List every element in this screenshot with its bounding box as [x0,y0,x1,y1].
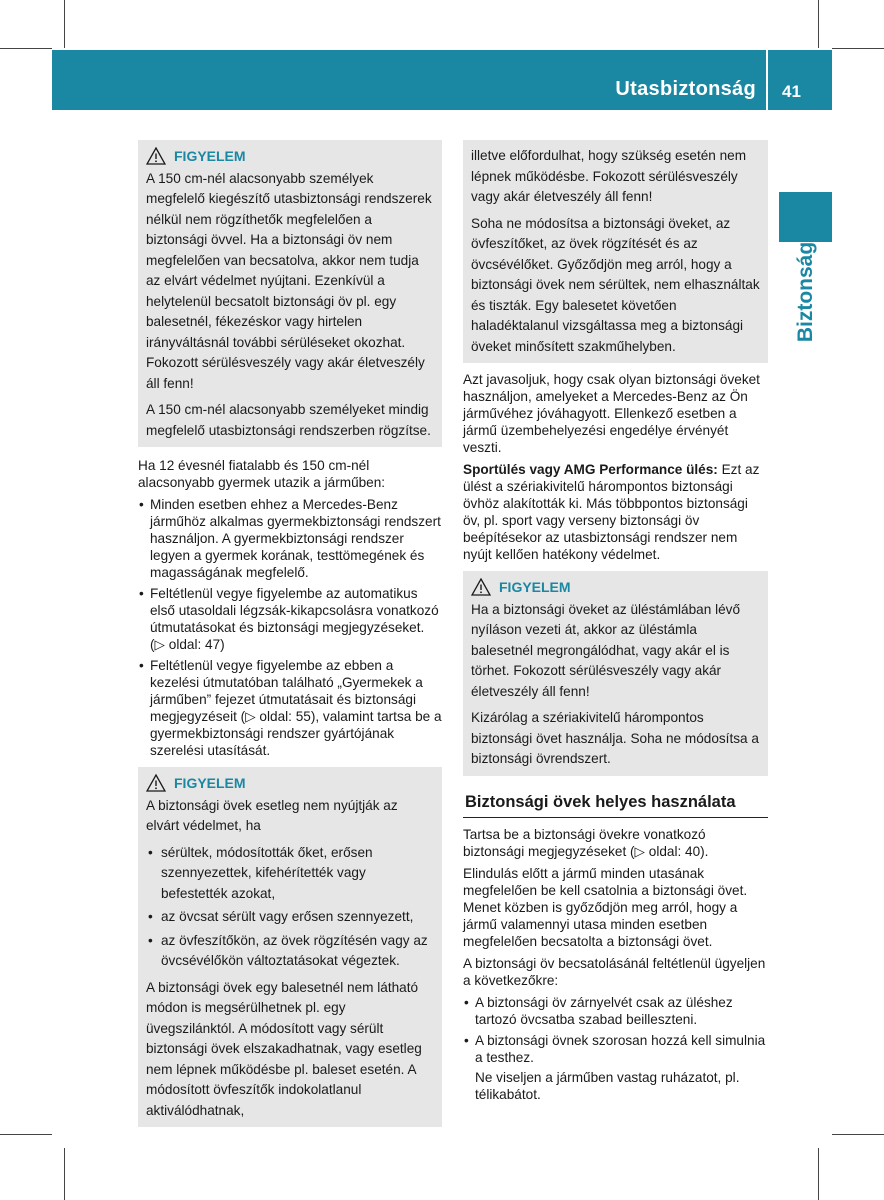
warning-text: A biztonsági övek esetleg nem nyújtják az elvárt védelmet, ha [146,797,398,833]
crop-mark [64,0,65,48]
paragraph-lead: Sportülés vagy AMG Performance ülés: [463,462,718,477]
list-item: • Minden esetben ehhez a Mercedes-Benz járműhöz alkalmas gyermekbiztonsági rendszert használjon. A gyermekbiztonsági rendszer legyen a gyermek korának, testtömegének és magasságának megfelelő. [138,496,442,581]
warning-bullet-list [146,843,434,972]
page-number: 41 [782,82,801,101]
bullet-list [463,994,768,1103]
section-heading: Biztonsági övek helyes használata [463,790,768,818]
crop-mark [832,1134,884,1135]
chapter-title: Utasbiztonság [615,78,756,100]
paragraph [463,461,768,563]
warning-text: illetve előfordulhat, hogy szükség esetén nem lépnek működésbe. Fokozott sérülésveszély vagy akár életveszély áll fenn! [471,148,747,204]
list-item: • az övcsat sérült vagy erősen szennyezett, [146,907,434,928]
crop-mark [0,1134,52,1135]
warning-box [138,140,442,447]
list-item-note: Ne viseljen a járműben vastag ruházatot, pl. télikabátot. [475,1069,740,1102]
warning-text: A 150 cm-nél alacsonyabb személyeket mindig megfelelő utasbiztonsági rendszerben rögzítse. [146,402,431,438]
paragraph: A biztonsági öv becsatolásánál feltétlenül ügyeljen a következőkre: [463,955,766,988]
list-item: • Feltétlenül vegye figyelembe az ebben a kezelési útmutatóban található „Gyermekek a járműben” fejezet útmutatásait és biztonsági megjegyzéseit (▷ oldal: 55), valamint tartsa be a gyermekbiztonsági rendszer gyártójának szerelési utasítását. [138,657,442,759]
warning-box [463,571,768,776]
crop-mark [818,0,819,48]
list-item: • A biztonsági öv zárnyelvét csak az üléshez tartozó övcsatba szabad beilleszteni. [463,994,768,1028]
warning-box [138,767,442,1127]
list-item-text: A biztonsági övnek szorosan hozzá kell simulnia a testhez. [475,1032,766,1065]
list-item: • sérültek, módosították őket, erősen szennyezettek, kifehérítették vagy befestették azokat, [146,843,434,905]
right-column [463,140,768,1107]
list-item: • az övfeszítőkön, az övek rögzítésén vagy az övcsévélőkön változtatásokat végeztek. [146,931,434,972]
warning-title: FIGYELEM [174,148,246,164]
warning-triangle-icon [471,578,491,596]
intro-paragraph: Ha 12 évesnél fiatalabb és 150 cm-nél alacsonyabb gyermek utazik a járműben: [138,458,386,490]
crop-mark [0,48,52,49]
page-header [52,50,832,110]
list-item [463,1032,768,1103]
header-divider [766,50,768,110]
paragraph-text: Ezt az ülést a szériakivitelű hárompontos biztonsági övhöz alakították ki. Más többpontos biztonsági öv, pl. sport vagy verseny biztonsági öv beépítésekor az utasbiztonsági rendszer nem nyújt kellően hatékony védelmet. [463,462,760,562]
crop-mark [832,48,884,49]
crop-mark [64,1148,65,1200]
warning-text: A 150 cm-nél alacsonyabb személyek megfelelő kiegészítő utasbiztonsági rendszerek nélkül nem rögzíthetők megfelelően a biztonsági övvel. Ha a biztonsági öv nem megfelelően van becsatolva, akkor nem tudja az elvárt védelmet nyújtani. Ezenkívül a helytelenül becsatolt biztonsági öv pl. egy balesetnél, fékezéskor vagy hirtelen irányváltásnál további sérüléseket okozhat. Fokozott sérülésveszély vagy akár életveszély áll fenn! [146,170,432,391]
warning-triangle-icon [146,147,166,165]
paragraph: Azt javasoljuk, hogy csak olyan biztonsági öveket használjon, amelyeket a Mercedes-Benz az Ön járművéhez jóváhagyott. Ellenkező esetben a jármű üzembehelyezési engedélye érvényét veszti. [463,372,760,455]
section-tab [779,192,832,242]
paragraph: Tartsa be a biztonsági övekre vonatkozó biztonsági megjegyzéseket (▷ oldal: 40). [463,826,709,859]
warning-text: A biztonsági övek egy balesetnél nem látható módon is megsérülhetnek pl. egy üvegszilánktól. A módosított vagy sérült biztonsági övek elszakadhatnak, vagy esetleg nem lépnek működésbe pl. baleset esetén. A módosított övfeszítők indokolatlanul aktiválódhatnak, [146,979,422,1118]
paragraph: Elindulás előtt a jármű minden utasának megfelelően be kell csatolnia a biztonsági övet. Menet közben is győződjön meg arról, hogy a jármű valamennyi utasa minden esetben megfelelően becsatolta a biztonsági övet. [463,865,748,949]
warning-text: Kizárólag a szériakivitelű hárompontos biztonsági övet használja. Soha ne módosítsa a biztonsági övrendszert. [471,710,759,766]
warning-text: Soha ne módosítsa a biztonsági öveket, az övfeszítőket, az övek rögzítését és az övcsévélőket. Győződjön meg arról, hogy a biztonsági övek nem sérültek, nem elhasználtak és tiszták. Egy balesetet követően haladéktalanul vizsgáltassa meg a biztonsági öveket minősített szakműhelyben. [471,215,760,354]
bullet-list [138,496,442,759]
warning-title: FIGYELEM [499,579,571,595]
section-tab-label: Biztonság [794,241,817,343]
warning-title: FIGYELEM [174,775,246,791]
warning-box-continued [463,140,768,363]
list-item: • Feltétlenül vegye figyelembe az automatikus első utasoldali légzsák-kikapcsolásra vonatkozó útmutatásokat és biztonsági megjegyzéseket. (▷ oldal: 47) [138,585,442,653]
warning-text: Ha a biztonsági öveket az üléstámlában lévő nyíláson vezeti át, akkor az üléstámla balesetnél megrongálódhat, vagy akár el is törhet. Fokozott sérülésveszély vagy akár életveszély áll fenn! [471,601,741,699]
left-column [138,140,442,1127]
warning-triangle-icon [146,774,166,792]
crop-mark [818,1148,819,1200]
